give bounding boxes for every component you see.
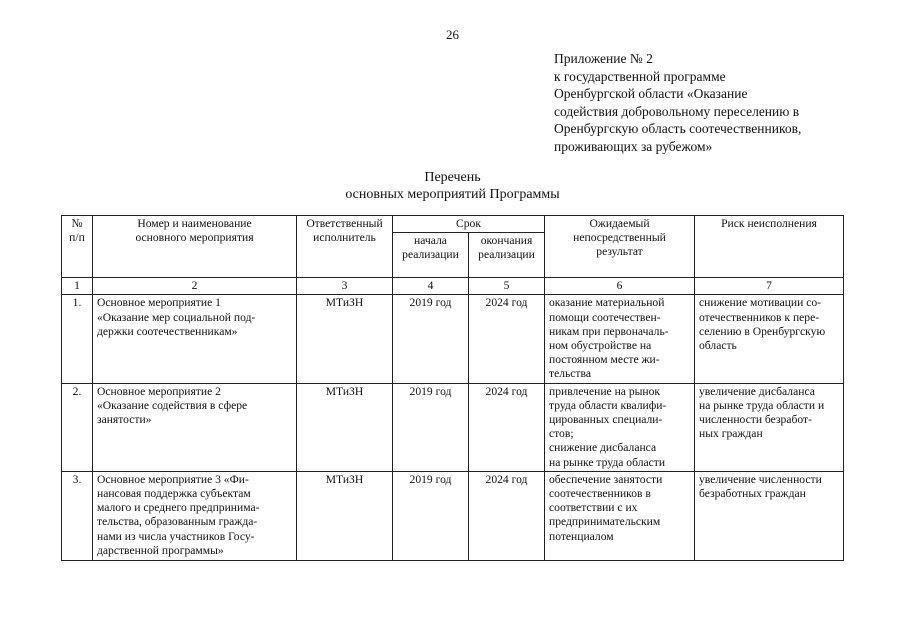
- header-name: Номер и наименование основного мероприятия: [93, 216, 297, 278]
- header-executor: Ответственный исполнитель: [297, 216, 393, 278]
- row-start: 2019 год: [393, 295, 469, 383]
- header-start: начала реализации: [393, 233, 469, 278]
- row-risk: снижение мотивации со- отечественников к пере- селению в Оренбургскую область: [695, 295, 844, 383]
- column-number-row: [62, 278, 844, 295]
- column-number: 4: [393, 278, 469, 295]
- column-number: 2: [93, 278, 297, 295]
- row-executor: МТиЗН: [297, 383, 393, 471]
- row-risk: увеличение численности безработных граждан: [695, 471, 844, 560]
- header-term: Срок: [393, 216, 545, 233]
- table-row: [62, 295, 844, 383]
- document-title-line: Перечень: [424, 170, 481, 185]
- appendix-block: [554, 50, 874, 156]
- header-num: № п/п: [62, 216, 93, 278]
- page-number: 26: [446, 27, 459, 42]
- column-number: 5: [469, 278, 545, 295]
- column-number: 3: [297, 278, 393, 295]
- row-end: 2024 год: [469, 471, 545, 560]
- table-row: [62, 383, 844, 471]
- row-name: Основное мероприятие 2 «Оказание содействия в сфере занятости»: [93, 383, 297, 471]
- row-end: 2024 год: [469, 295, 545, 383]
- appendix-line: Оренбургскую область соотечественников,: [554, 121, 802, 137]
- row-risk: увеличение дисбаланса на рынке труда области и численности безработ- ных граждан: [695, 383, 844, 471]
- table-row: [62, 471, 844, 560]
- row-result: привлечение на рынок труда области квалифи- цированных специали- стов; снижение дисбаланса на рынке труда области: [545, 383, 695, 471]
- header-result: Ожидаемый непосредственный результат: [545, 216, 695, 278]
- header-end: окончания реализации: [469, 233, 545, 278]
- table-header-row: [62, 216, 844, 233]
- appendix-line: проживающих за рубежом»: [554, 138, 713, 154]
- column-number: 1: [62, 278, 93, 295]
- row-name: Основное мероприятие 1 «Оказание мер социальной под- держки соотечественникам»: [93, 295, 297, 383]
- row-executor: МТиЗН: [297, 295, 393, 383]
- column-number: 7: [695, 278, 844, 295]
- measures-table: [61, 215, 844, 561]
- header-risk: Риск неисполнения: [695, 216, 844, 278]
- row-num: 3.: [62, 471, 93, 560]
- row-end: 2024 год: [469, 383, 545, 471]
- appendix-line: к государственной программе: [554, 68, 726, 84]
- row-executor: МТиЗН: [297, 471, 393, 560]
- row-num: 2.: [62, 383, 93, 471]
- row-result: оказание материальной помощи соотечествен- никам при первоначаль- ном обустройстве на постоянном месте жи- тельства: [545, 295, 695, 383]
- row-result: обеспечение занятости соотечественников в соответствии с их предпринимательским потенциалом: [545, 471, 695, 560]
- row-num: 1.: [62, 295, 93, 383]
- row-start: 2019 год: [393, 383, 469, 471]
- document-title-line: основных мероприятий Программы: [345, 187, 560, 202]
- row-name: Основное мероприятие 3 «Фи- нансовая поддержка субъектам малого и среднего предпринима- тельства, образованным гражда- нами из числа участников Госу- дарственной программы»: [93, 471, 297, 560]
- appendix-line: содействия добровольному переселению в: [554, 103, 800, 119]
- column-number: 6: [545, 278, 695, 295]
- row-start: 2019 год: [393, 471, 469, 560]
- appendix-line: Оренбургской области «Оказание: [554, 86, 748, 102]
- document-title: [0, 169, 905, 203]
- appendix-line: Приложение № 2: [554, 51, 653, 66]
